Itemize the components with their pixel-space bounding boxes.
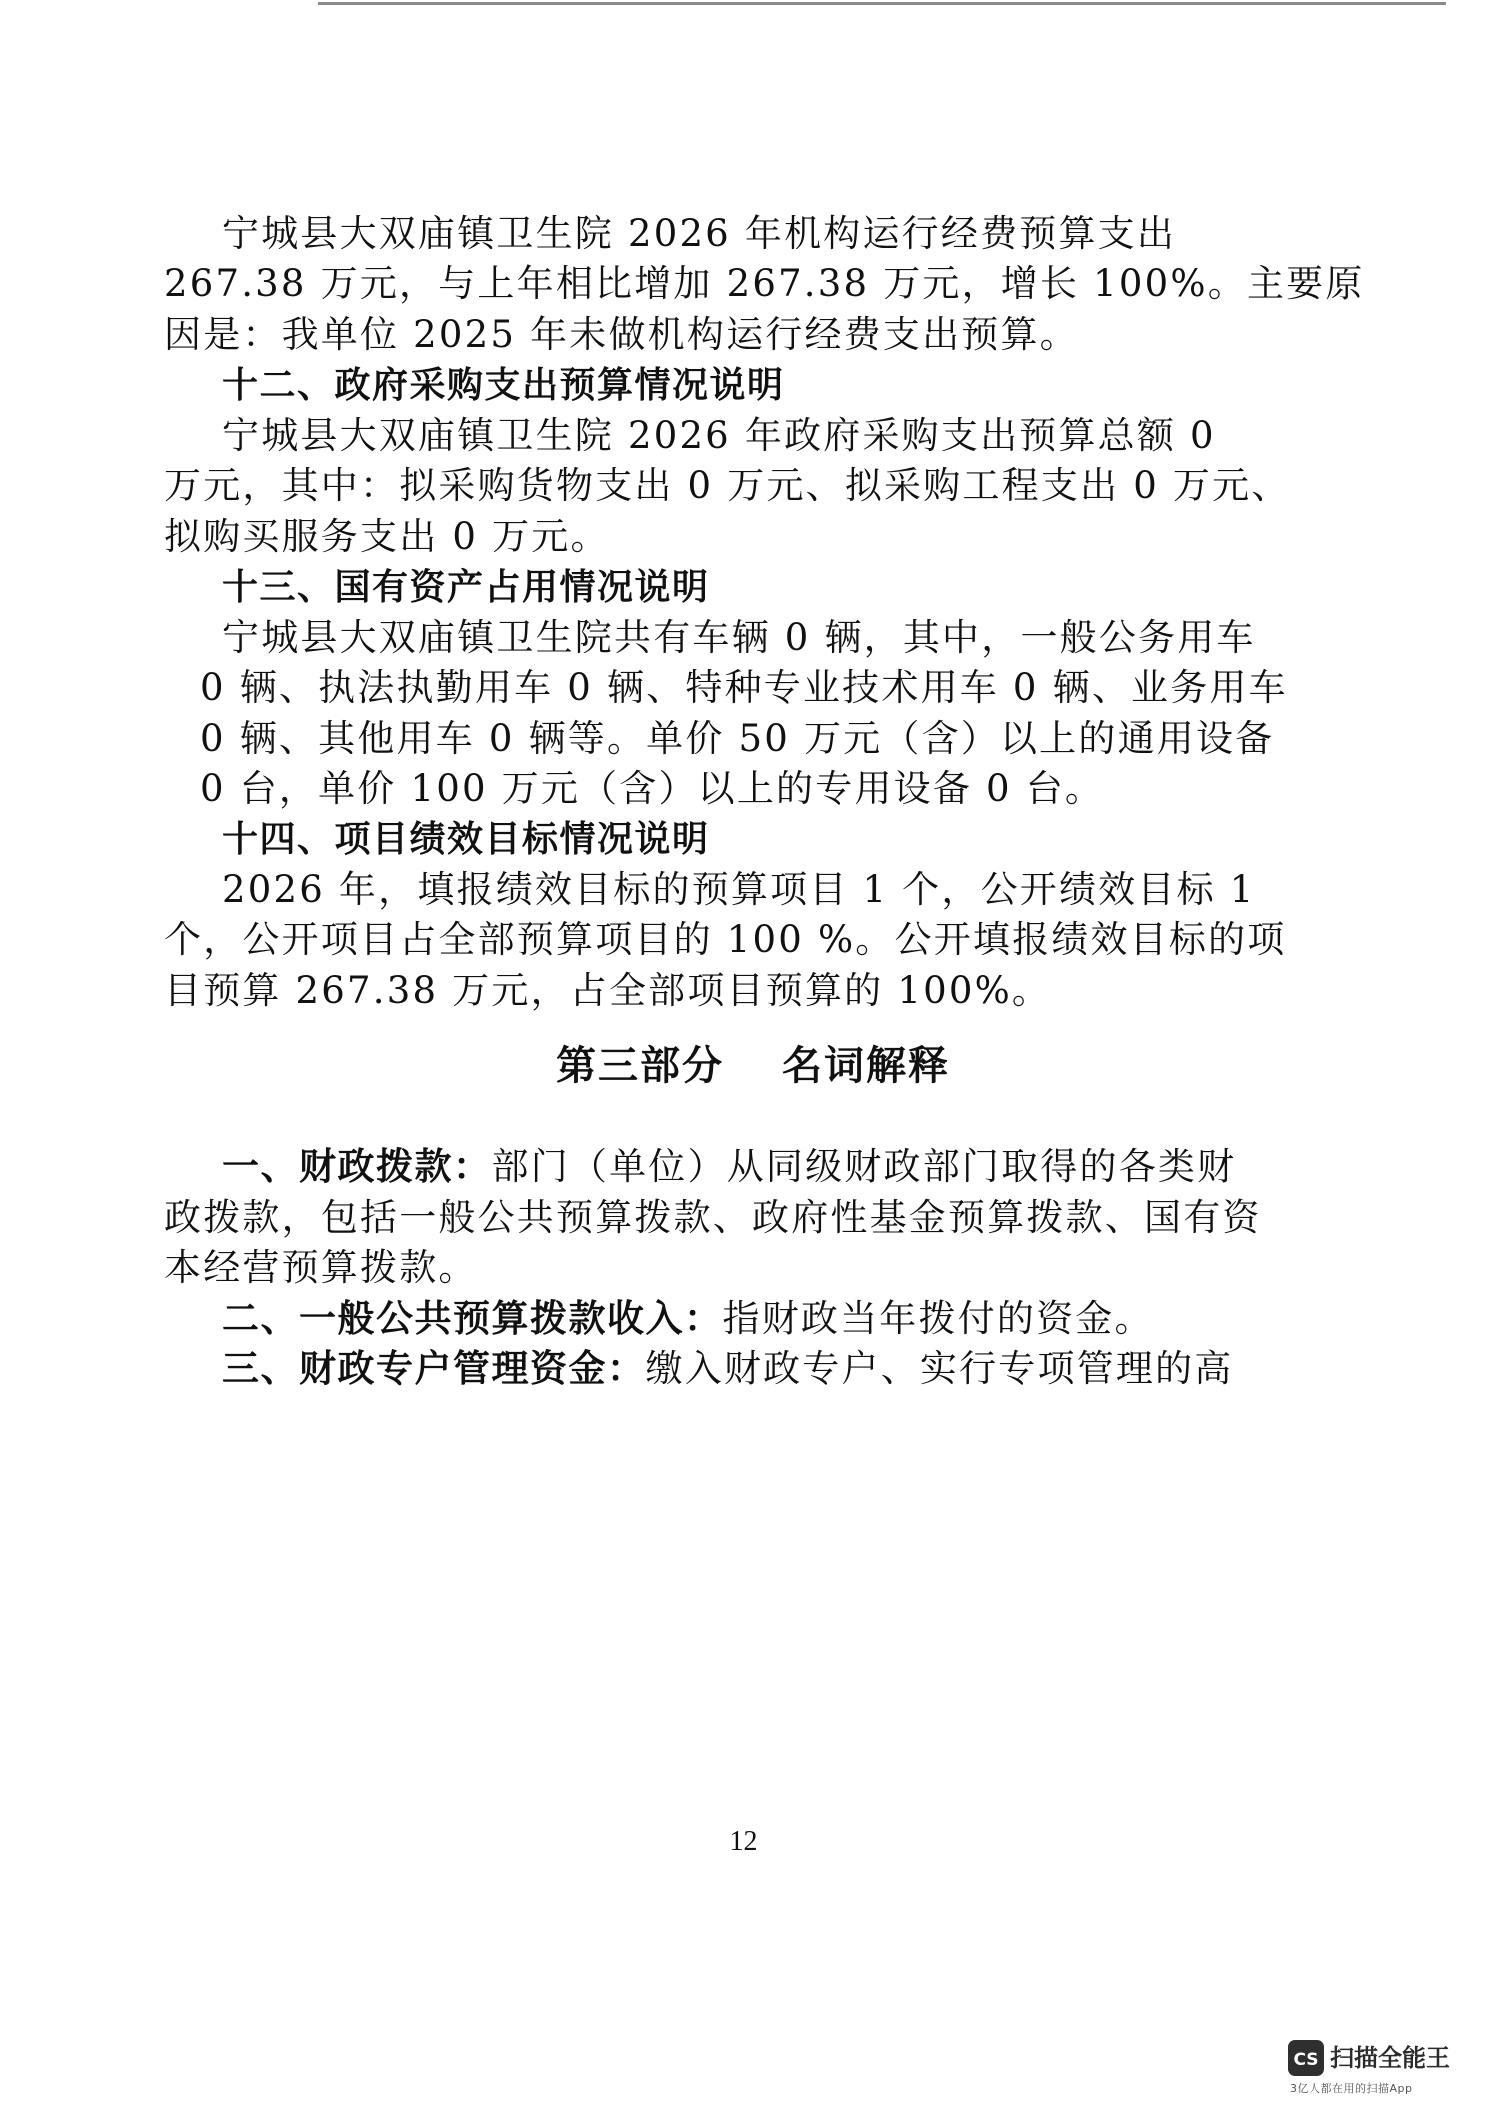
top-rule bbox=[318, 2, 1446, 5]
term-definition bbox=[222, 1297, 1154, 1341]
section-heading-13: 十三、国有资产占用情况说明 bbox=[222, 567, 710, 608]
scanner-watermark bbox=[1288, 2040, 1468, 2096]
body-line: 267.38 万元，与上年相比增加 267.38 万元，增长 100%。主要原 bbox=[164, 262, 1365, 305]
body-line: 宁城县大双庙镇卫生院 2026 年政府采购支出预算总额 0 bbox=[222, 414, 1216, 457]
term-label: 一、财政拨款： bbox=[222, 1145, 492, 1188]
body-line: 2026 年，填报绩效目标的预算项目 1 个，公开绩效目标 1 bbox=[222, 868, 1256, 911]
section-heading-14: 十四、项目绩效目标情况说明 bbox=[222, 819, 710, 860]
body-line: 宁城县大双庙镇卫生院共有车辆 0 辆，其中，一般公务用车 bbox=[222, 616, 1256, 659]
body-line: 目预算 267.38 万元，占全部项目预算的 100%。 bbox=[164, 969, 1052, 1012]
page-number: 12 bbox=[729, 1826, 758, 1857]
body-line: 因是：我单位 2025 年未做机构运行经费支出预算。 bbox=[164, 313, 1079, 356]
term-definition bbox=[222, 1347, 1234, 1391]
part-three-title: 第三部分 名词解释 bbox=[556, 1043, 950, 1089]
body-line: 0 辆、其他用车 0 辆等。单价 50 万元（含）以上的通用设备 bbox=[200, 717, 1275, 760]
body-line: 0 辆、执法执勤用车 0 辆、特种专业技术用车 0 辆、业务用车 bbox=[200, 666, 1288, 709]
section-heading-12: 十二、政府采购支出预算情况说明 bbox=[222, 365, 785, 406]
body-line: 万元，其中：拟采购货物支出 0 万元、拟采购工程支出 0 万元、 bbox=[164, 464, 1291, 507]
watermark-slogan: 3亿人都在用的扫描App bbox=[1290, 2082, 1413, 2095]
body-line: 本经营预算拨款。 bbox=[164, 1246, 478, 1289]
term-text: 部门（单位）从同级财政部门取得的各类财 bbox=[491, 1145, 1237, 1188]
term-definition bbox=[222, 1145, 1236, 1189]
body-line: 宁城县大双庙镇卫生院 2026 年机构运行经费预算支出 bbox=[222, 212, 1177, 255]
watermark-name: 扫描全能王 bbox=[1330, 2044, 1450, 2072]
body-line: 政拨款，包括一般公共预算拨款、政府性基金预算拨款、国有资 bbox=[164, 1196, 1262, 1239]
body-line: 拟购买服务支出 0 万元。 bbox=[164, 515, 610, 558]
term-text: 指财政当年拨付的资金。 bbox=[722, 1297, 1154, 1340]
term-label: 二、一般公共预算拨款收入： bbox=[222, 1297, 723, 1340]
body-line: 0 台，单价 100 万元（含）以上的专用设备 0 台。 bbox=[200, 767, 1105, 810]
svg-text:CS: CS bbox=[1293, 2050, 1319, 2070]
term-label: 三、财政专户管理资金： bbox=[222, 1347, 646, 1390]
body-line: 个，公开项目占全部预算项目的 100 %。公开填报绩效目标的项 bbox=[164, 918, 1287, 961]
camscanner-logo-icon bbox=[1288, 2040, 1324, 2076]
term-text: 缴入财政专户、实行专项管理的高 bbox=[645, 1347, 1234, 1390]
